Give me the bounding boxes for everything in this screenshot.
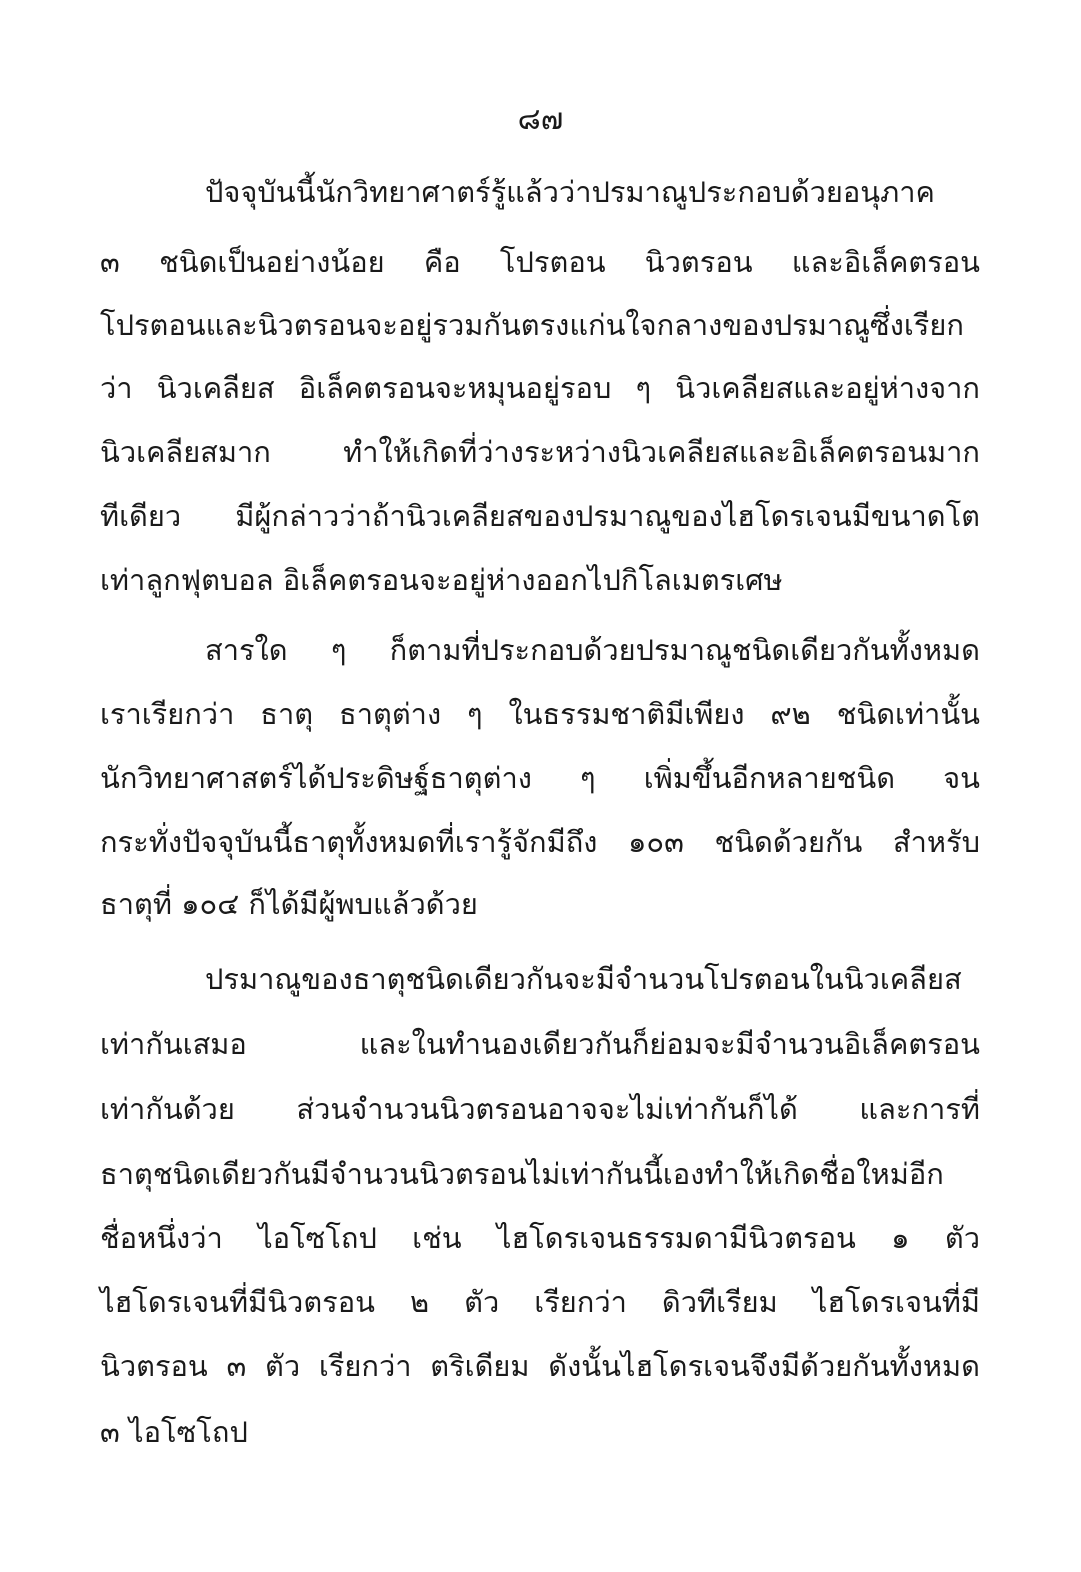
text-line: ชื่อหนึ่งว่า ไอโซโถป เช่น ไฮโดรเจนธรรมดามีนิวตรอน ๑ ตัว (100, 1221, 980, 1255)
text-line: ทีเดียว มีผู้กล่าวว่าถ้านิวเคลียสของปรมาณูของไฮโดรเจนมีขนาดโต (100, 499, 980, 533)
text-line: เท่ากันด้วย ส่วนจำนวนนิวตรอนอาจจะไม่เท่ากันก็ได้ และการที่ (100, 1092, 980, 1126)
text-line: ปัจจุบันนี้นักวิทยาศาตร์รู้แล้วว่าปรมาณูประกอบด้วยอนุภาค (205, 175, 935, 209)
text-line: ธาตุที่ ๑๐๔ ก็ได้มีผู้พบแล้วด้วย (100, 887, 478, 921)
text-line: เราเรียกว่า ธาตุ ธาตุต่าง ๆ ในธรรมชาติมีเพียง ๙๒ ชนิดเท่านั้น (100, 697, 980, 731)
text-line: ปรมาณูของธาตุชนิดเดียวกันจะมีจำนวนโปรตอนในนิวเคลียส (205, 962, 962, 996)
page-number: ๘๗ (517, 102, 564, 137)
text-line: ๓ ไอโซโถป (100, 1415, 248, 1449)
text-line: ธาตุชนิดเดียวกันมีจำนวนนิวตรอนไม่เท่ากันนี้เองทำให้เกิดชื่อใหม่อีก (100, 1157, 944, 1191)
text-line: ๓ ชนิดเป็นอย่างน้อย คือ โปรตอน นิวตรอน และอิเล็คตรอน (100, 245, 980, 279)
text-line: ไฮโดรเจนที่มีนิวตรอน ๒ ตัว เรียกว่า ดิวทีเรียม ไฮโดรเจนที่มี (100, 1285, 980, 1319)
text-line: ว่า นิวเคลียส อิเล็คตรอนจะหมุนอยู่รอบ ๆ นิวเคลียสและอยู่ห่างจาก (100, 371, 980, 405)
text-line: กระทั่งปัจจุบันนี้ธาตุทั้งหมดที่เรารู้จักมีถึง ๑๐๓ ชนิดด้วยกัน สำหรับ (100, 825, 980, 859)
text-line: โปรตอนและนิวตรอนจะอยู่รวมกันตรงแก่นใจกลางของปรมาณูซึ่งเรียก (100, 308, 964, 342)
text-line: เท่ากันเสมอ และในทำนองเดียวกันก็ย่อมจะมีจำนวนอิเล็คตรอน (100, 1027, 980, 1061)
text-line: เท่าลูกฟุตบอล อิเล็คตรอนจะอยู่ห่างออกไปกิโลเมตรเศษ (100, 563, 783, 597)
text-line: นิวเคลียสมาก ทำให้เกิดที่ว่างระหว่างนิวเคลียสและอิเล็คตรอนมาก (100, 435, 980, 469)
text-line: สารใด ๆ ก็ตามที่ประกอบด้วยปรมาณูชนิดเดียวกันทั้งหมด (205, 633, 980, 667)
text-line: นิวตรอน ๓ ตัว เรียกว่า ตริเดียม ดังนั้นไฮโดรเจนจึงมีด้วยกันทั้งหมด (100, 1349, 980, 1383)
text-line: นักวิทยาศาสตร์ได้ประดิษฐ์ธาตุต่าง ๆ เพิ่มขึ้นอีกหลายชนิด จน (100, 761, 980, 795)
